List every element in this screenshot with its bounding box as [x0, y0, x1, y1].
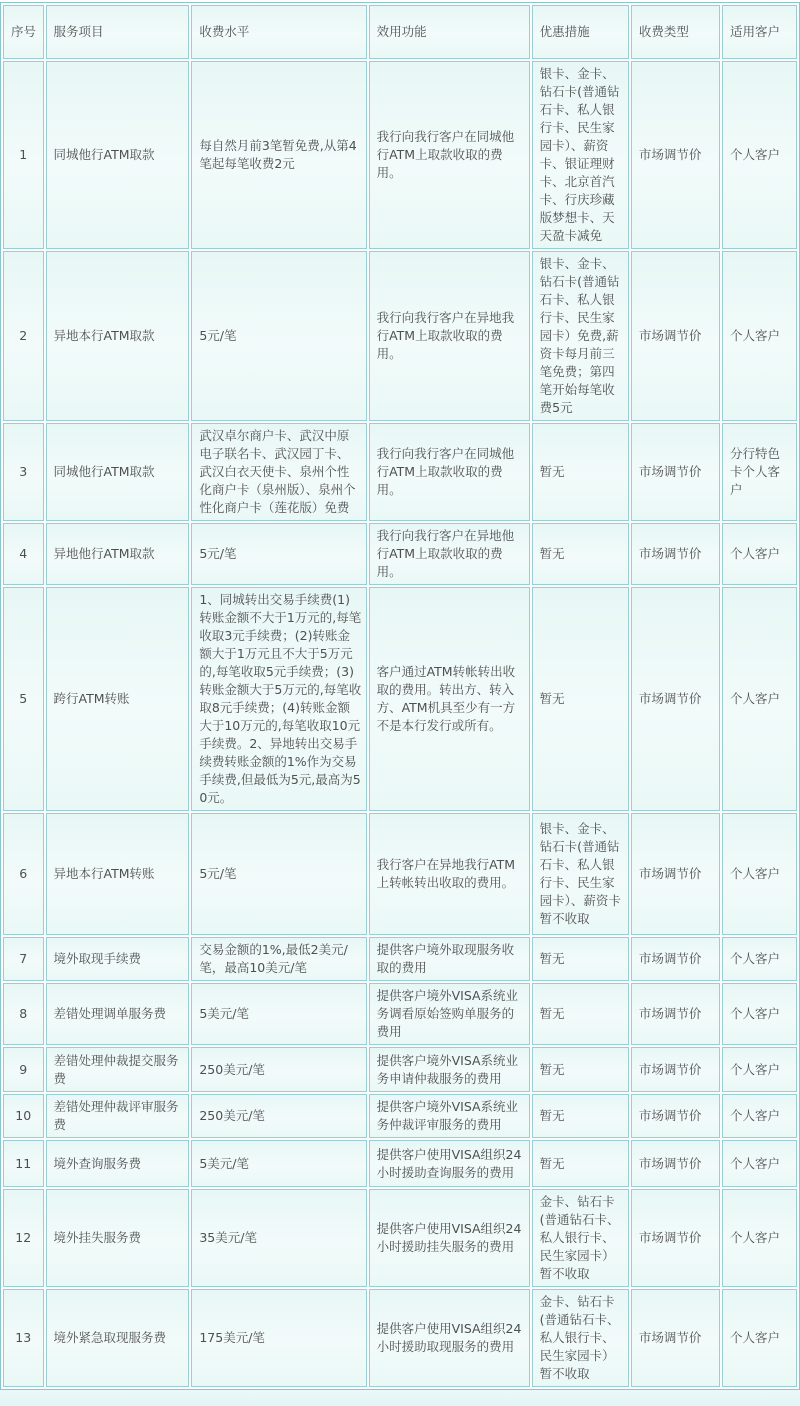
cell-applicable-customer: 个人客户 [722, 1189, 797, 1287]
cell-applicable-customer: 分行特色卡个人客户 [722, 423, 797, 521]
table-row [3, 1189, 797, 1287]
cell-index: 8 [3, 983, 44, 1045]
cell-applicable-customer: 个人客户 [722, 587, 797, 811]
cell-index: 6 [3, 813, 44, 935]
table-row [3, 523, 797, 585]
cell-utility-function: 提供客户境外VISA系统业务申请仲裁服务的费用 [369, 1047, 530, 1092]
cell-fee-type: 市场调节价 [631, 937, 720, 981]
column-header-fee-type: 收费类型 [631, 5, 720, 59]
cell-utility-function: 提供客户境外VISA系统业务仲裁评审服务的费用 [369, 1094, 530, 1138]
cell-service-item: 境外取现手续费 [46, 937, 190, 981]
cell-applicable-customer: 个人客户 [722, 251, 797, 421]
column-header-index: 序号 [3, 5, 44, 59]
cell-fee-type: 市场调节价 [631, 61, 720, 249]
cell-fee-type: 市场调节价 [631, 423, 720, 521]
cell-fee-level: 250美元/笔 [191, 1094, 366, 1138]
cell-fee-type: 市场调节价 [631, 1047, 720, 1092]
cell-applicable-customer: 个人客户 [722, 813, 797, 935]
cell-discount-measures: 银卡、金卡、钻石卡(普通钻石卡、私人银行卡、民生家园卡）免费,薪资卡每月前三笔免费；第四笔开始每笔收费5元 [532, 251, 629, 421]
cell-index: 9 [3, 1047, 44, 1092]
cell-fee-type: 市场调节价 [631, 251, 720, 421]
cell-applicable-customer: 个人客户 [722, 1140, 797, 1187]
cell-fee-level: 5元/笔 [191, 813, 366, 935]
cell-utility-function: 提供客户使用VISA组织24小时援助挂失服务的费用 [369, 1189, 530, 1287]
cell-applicable-customer: 个人客户 [722, 61, 797, 249]
cell-service-item: 境外紧急取现服务费 [46, 1289, 190, 1387]
cell-fee-level: 交易金额的1%,最低2美元/笔，最高10美元/笔 [191, 937, 366, 981]
column-header-utility-function: 效用功能 [369, 5, 530, 59]
cell-index: 7 [3, 937, 44, 981]
table-row [3, 813, 797, 935]
column-header-service-item: 服务项目 [46, 5, 190, 59]
cell-discount-measures: 暂无 [532, 1094, 629, 1138]
cell-applicable-customer: 个人客户 [722, 1047, 797, 1092]
cell-service-item: 差错处理仲裁提交服务费 [46, 1047, 190, 1092]
table-row [3, 937, 797, 981]
cell-utility-function: 我行向我行客户在异地我行ATM上取款收取的费用。 [369, 251, 530, 421]
cell-service-item: 境外挂失服务费 [46, 1189, 190, 1287]
cell-applicable-customer: 个人客户 [722, 1289, 797, 1387]
cell-discount-measures: 暂无 [532, 937, 629, 981]
cell-service-item: 异地他行ATM取款 [46, 523, 190, 585]
column-header-fee-level: 收费水平 [191, 5, 366, 59]
fee-schedule-page [0, 2, 800, 1406]
table-row [3, 1047, 797, 1092]
cell-index: 5 [3, 587, 44, 811]
cell-index: 12 [3, 1189, 44, 1287]
cell-index: 2 [3, 251, 44, 421]
cell-utility-function: 提供客户境外VISA系统业务调看原始签购单服务的费用 [369, 983, 530, 1045]
cell-service-item: 跨行ATM转账 [46, 587, 190, 811]
cell-utility-function: 我行向我行客户在同城他行ATM上取款收取的费用。 [369, 61, 530, 249]
table-body [3, 61, 797, 1387]
cell-fee-level: 175美元/笔 [191, 1289, 366, 1387]
cell-service-item: 同城他行ATM取款 [46, 423, 190, 521]
table-row [3, 1289, 797, 1387]
cell-index: 3 [3, 423, 44, 521]
cell-fee-level: 250美元/笔 [191, 1047, 366, 1092]
table-header [3, 5, 797, 59]
column-header-discount-measures: 优惠措施 [532, 5, 629, 59]
cell-discount-measures: 银卡、金卡、钻石卡(普通钻石卡、私人银行卡、民生家园卡）、薪资卡暂不收取 [532, 813, 629, 935]
cell-discount-measures: 金卡、钻石卡(普通钻石卡、私人银行卡、民生家园卡）暂不收取 [532, 1289, 629, 1387]
table-row [3, 423, 797, 521]
cell-index: 10 [3, 1094, 44, 1138]
cell-utility-function: 提供客户境外取现服务收取的费用 [369, 937, 530, 981]
cell-discount-measures: 暂无 [532, 587, 629, 811]
cell-fee-type: 市场调节价 [631, 1289, 720, 1387]
cell-discount-measures: 暂无 [532, 983, 629, 1045]
table-row [3, 983, 797, 1045]
cell-utility-function: 我行客户在异地我行ATM上转帐转出收取的费用。 [369, 813, 530, 935]
cell-fee-level: 5元/笔 [191, 523, 366, 585]
cell-service-item: 异地本行ATM转账 [46, 813, 190, 935]
cell-fee-level: 5美元/笔 [191, 1140, 366, 1187]
cell-fee-type: 市场调节价 [631, 1094, 720, 1138]
cell-discount-measures: 暂无 [532, 1140, 629, 1187]
cell-applicable-customer: 个人客户 [722, 1094, 797, 1138]
cell-service-item: 异地本行ATM取款 [46, 251, 190, 421]
cell-service-item: 差错处理仲裁评审服务费 [46, 1094, 190, 1138]
cell-service-item: 同城他行ATM取款 [46, 61, 190, 249]
cell-utility-function: 提供客户使用VISA组织24小时援助取现服务的费用 [369, 1289, 530, 1387]
cell-fee-type: 市场调节价 [631, 523, 720, 585]
cell-utility-function: 我行向我行客户在异地他行ATM上取款收取的费用。 [369, 523, 530, 585]
cell-utility-function: 客户通过ATM转帐转出收取的费用。转出方、转入方、ATM机具至少有一方不是本行发行或所有。 [369, 587, 530, 811]
cell-discount-measures: 暂无 [532, 523, 629, 585]
cell-fee-type: 市场调节价 [631, 1189, 720, 1287]
cell-index: 11 [3, 1140, 44, 1187]
cell-discount-measures: 金卡、钻石卡(普通钻石卡、私人银行卡、民生家园卡）暂不收取 [532, 1189, 629, 1287]
cell-discount-measures: 银卡、金卡、钻石卡(普通钻石卡、私人银行卡、民生家园卡）、薪资卡、银证理财卡、北京首汽卡、行庆珍藏版梦想卡、天天盈卡减免 [532, 61, 629, 249]
page-footer-strip [0, 1390, 800, 1406]
cell-discount-measures: 暂无 [532, 423, 629, 521]
table-row [3, 61, 797, 249]
cell-utility-function: 我行向我行客户在同城他行ATM上取款收取的费用。 [369, 423, 530, 521]
cell-fee-type: 市场调节价 [631, 813, 720, 935]
cell-index: 13 [3, 1289, 44, 1387]
cell-index: 4 [3, 523, 44, 585]
cell-utility-function: 提供客户使用VISA组织24小时援助查询服务的费用 [369, 1140, 530, 1187]
cell-fee-type: 市场调节价 [631, 1140, 720, 1187]
cell-fee-type: 市场调节价 [631, 983, 720, 1045]
cell-fee-level: 1、同城转出交易手续费(1)转账金额不大于1万元的,每笔收取3元手续费；(2)转账金额大于1万元且不大于5万元的,每笔收取5元手续费；(3)转账金额大于5万元的,每笔收取8元手续费；(4)转账金额大于10万元的,每笔收取10元手续费。2、异地转出交易手续费转账金额的1%作为交易手续费,但最低为5元,最高为50元。 [191, 587, 366, 811]
fee-schedule-table [0, 2, 800, 1390]
cell-index: 1 [3, 61, 44, 249]
cell-service-item: 境外查询服务费 [46, 1140, 190, 1187]
cell-fee-type: 市场调节价 [631, 587, 720, 811]
cell-discount-measures: 暂无 [532, 1047, 629, 1092]
cell-fee-level: 35美元/笔 [191, 1189, 366, 1287]
column-header-applicable-customer: 适用客户 [722, 5, 797, 59]
cell-applicable-customer: 个人客户 [722, 983, 797, 1045]
table-row [3, 251, 797, 421]
cell-fee-level: 武汉卓尔商户卡、武汉中原电子联名卡、武汉园丁卡、武汉白衣天使卡、泉州个性化商户卡（泉州版）、泉州个性化商户卡（莲花版）免费 [191, 423, 366, 521]
cell-fee-level: 5美元/笔 [191, 983, 366, 1045]
cell-fee-level: 5元/笔 [191, 251, 366, 421]
table-header-row [3, 5, 797, 59]
table-row [3, 587, 797, 811]
cell-fee-level: 每自然月前3笔暂免费,从第4笔起每笔收费2元 [191, 61, 366, 249]
cell-applicable-customer: 个人客户 [722, 523, 797, 585]
cell-service-item: 差错处理调单服务费 [46, 983, 190, 1045]
table-row [3, 1094, 797, 1138]
cell-applicable-customer: 个人客户 [722, 937, 797, 981]
table-row [3, 1140, 797, 1187]
